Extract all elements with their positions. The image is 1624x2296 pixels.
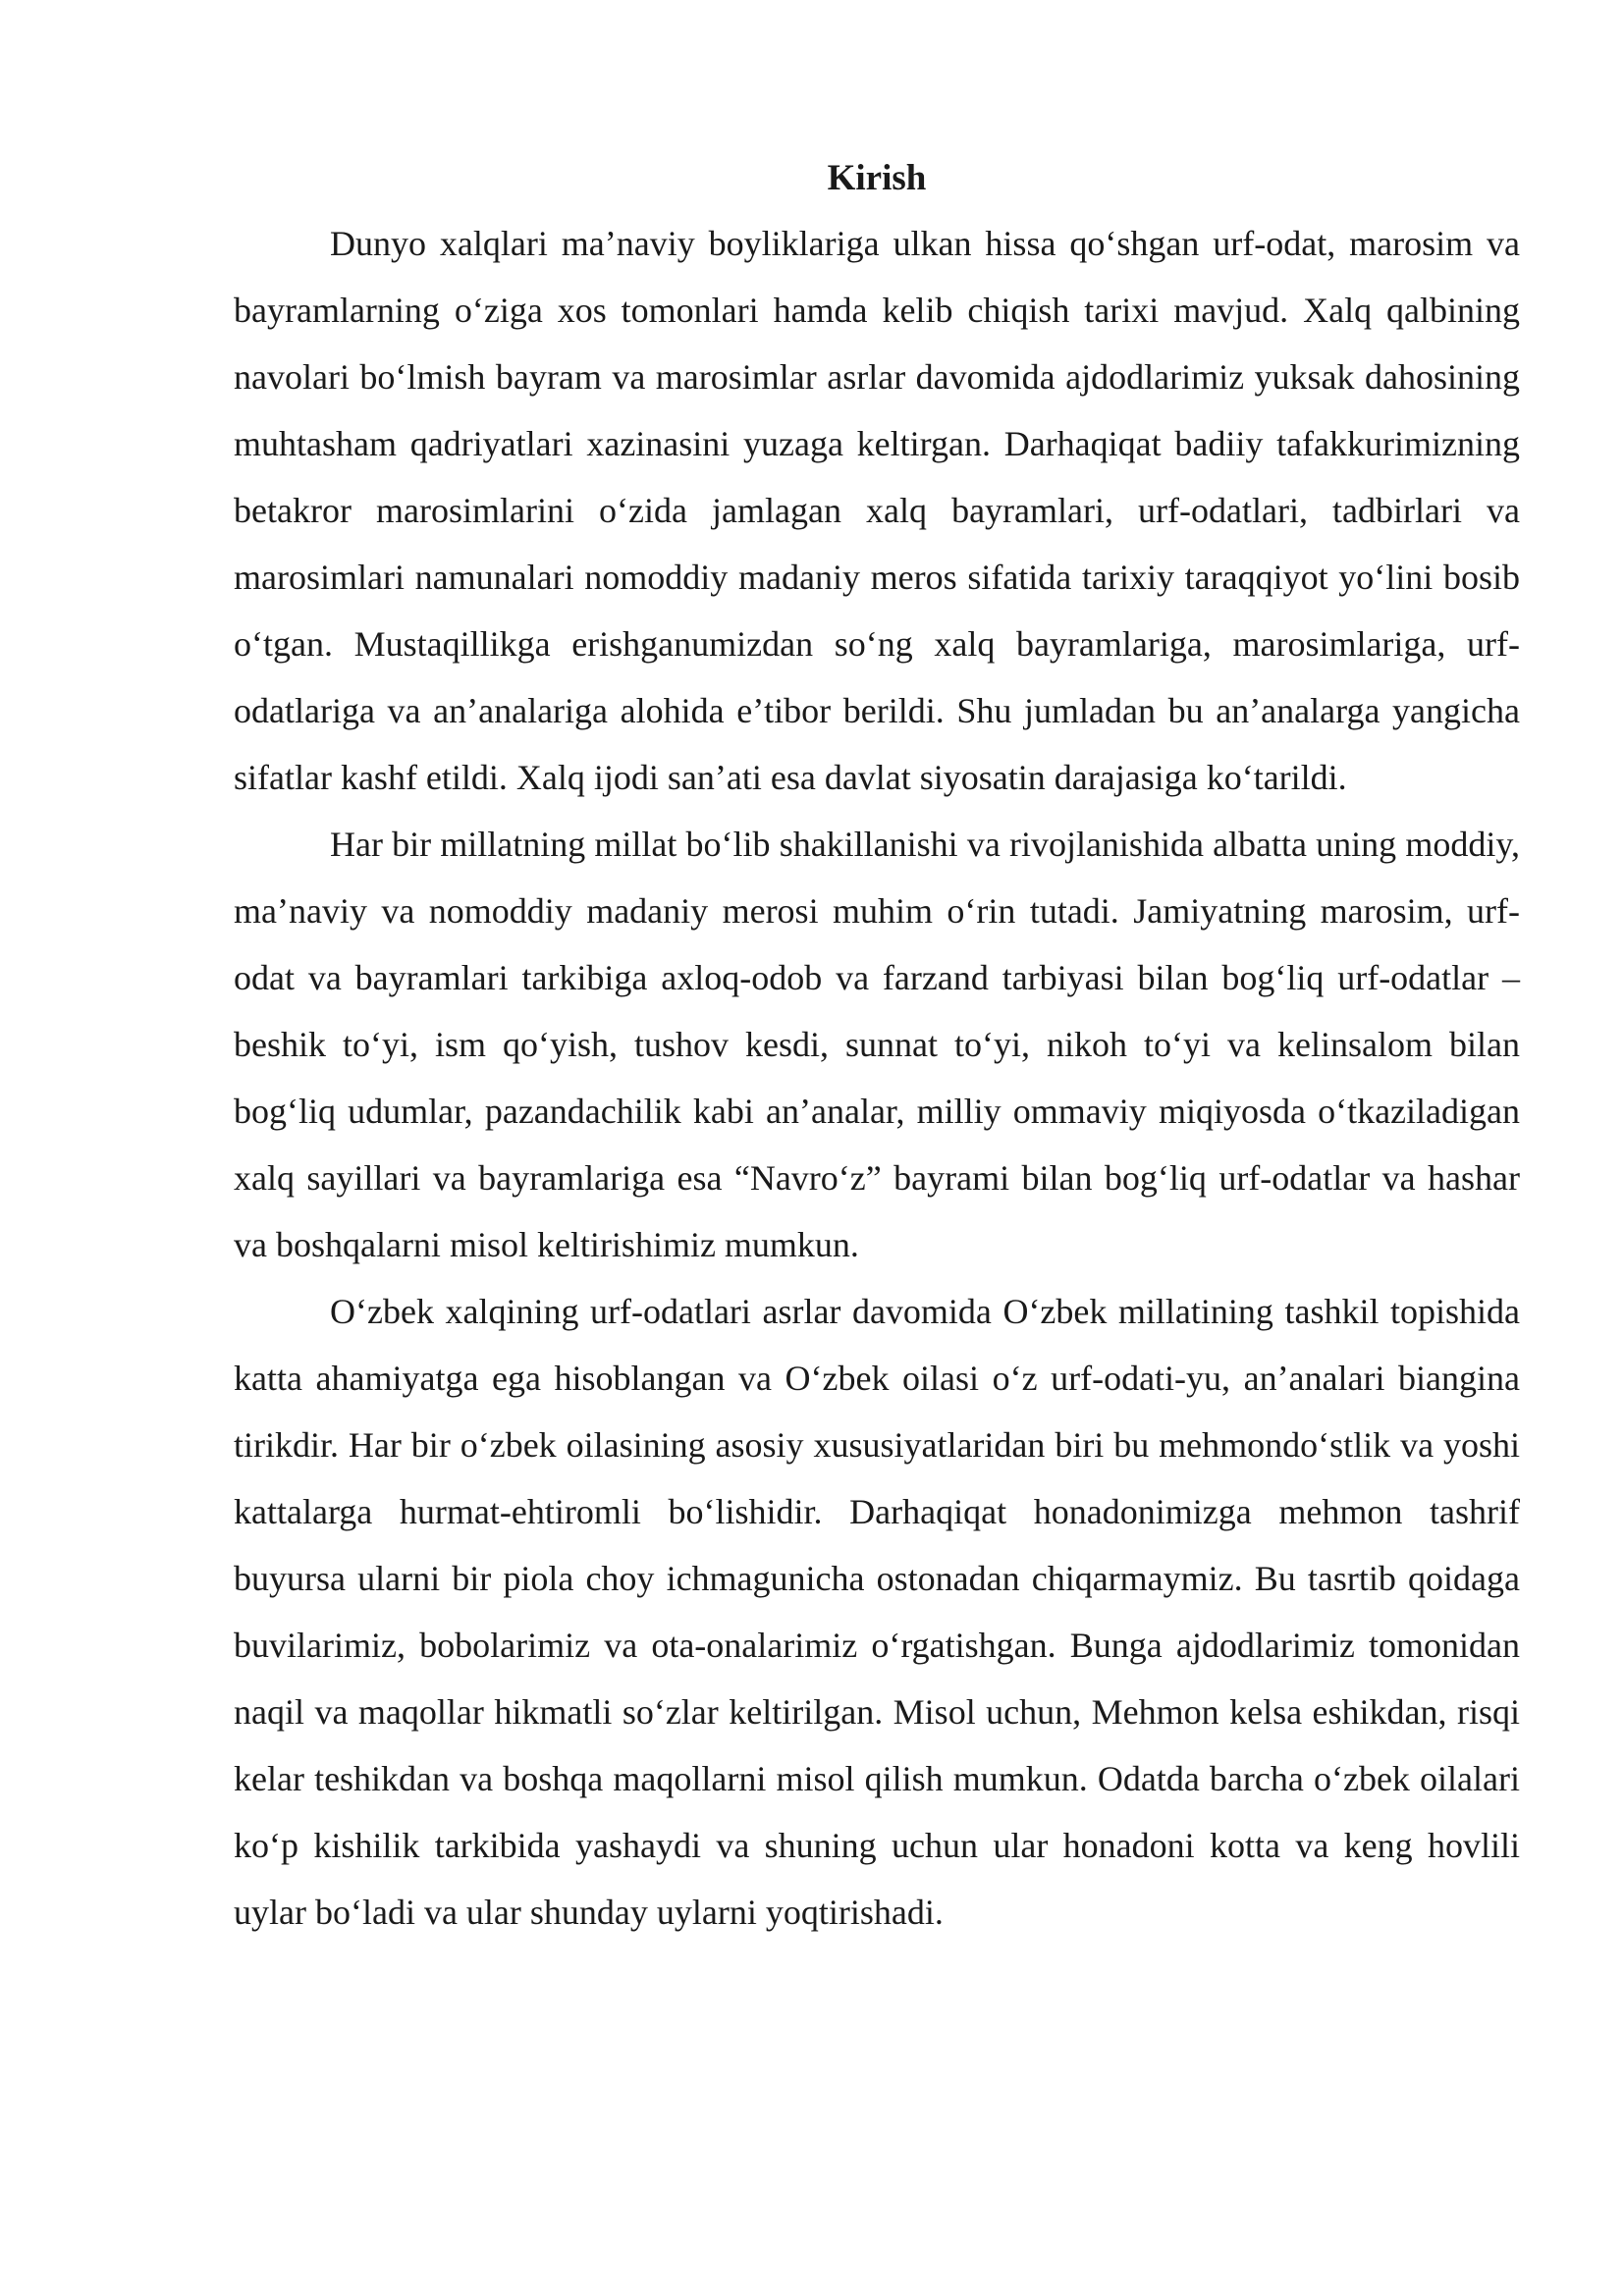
page-title: Kirish (827, 158, 927, 198)
paragraph-uzbek-customs: Oʻzbek xalqining urf-odatlari asrlar davomida Oʻzbek millatining tashkil topishida katta ahamiyatga ega hisoblangan va Oʻzbek oilasi oʻz urf-odati-yu, anʼanalari biangina tirikdir. Har bir oʻzbek oilasining asosiy xususiyatlaridan biri bu mehmondoʻstlik va yoshi kattalarga hurmat-ehtiromli boʻlishidir. Darhaqiqat honadonimizga mehmon tashrif buyursa ularni bir piola choy ichmagunicha ostonadan chiqarmaymiz. Bu tasrtib qoidaga buvilarimiz, bobolarimiz va ota-onalarimiz oʻrgatishgan. Bunga ajdodlarimiz tomonidan naqil va maqollar hikmatli soʻzlar keltirilgan. Misol uchun, Mehmon kelsa eshikdan, risqi kelar teshikdan va boshqa maqollarni misol qilish mumkun. Odatda barcha oʻzbek oilalari koʻp kishilik tarkibida yashaydi va shuning uchun ular honadoni kotta va keng hovlili uylar boʻladi va ular shunday uylarni yoqtirishadi. (234, 1292, 1520, 1932)
paragraph-heritage: Har bir millatning millat boʻlib shakillanishi va rivojlanishida albatta uning moddiy, maʼnaviy va nomoddiy madaniy merosi muhim oʻrin tutadi. Jamiyatning marosim, urf-odat va bayramlari tarkibiga axloq-odob va farzand tarbiyasi bilan bogʻliq urf-odatlar – beshik toʻyi, ism qoʻyish, tushov kesdi, sunnat toʻyi, nikoh toʻyi va kelinsalom bilan bogʻliq udumlar, pazandachilik kabi anʼanalar, milliy ommaviy miqiyosda oʻtkaziladigan xalq sayillari va bayramlariga esa “Navroʻz” bayrami bilan bogʻliq urf-odatlar va hashar va boshqalarni misol keltirishimiz mumkun. (234, 825, 1520, 1264)
page-content (234, 147, 1520, 1946)
paragraph-intro: Dunyo xalqlari maʼnaviy boyliklariga ulkan hissa qoʻshgan urf-odat, marosim va bayramlarning oʻziga xos tomonlari hamda kelib chiqish tarixi mavjud. Xalq qalbining navolari boʻlmish bayram va marosimlar asrlar davomida ajdodlarimiz yuksak dahosining muhtasham qadriyatlari xazinasini yuzaga keltirgan. Darhaqiqat badiiy tafakkurimizning betakror marosimlarini oʻzida jamlagan xalq bayramlari, urf-odatlari, tadbirlari va marosimlari namunalari nomoddiy madaniy meros sifatida tarixiy taraqqiyot yoʻlini bosib oʻtgan. Mustaqillikga erishganumizdan soʻng xalq bayramlariga, marosimlariga, urf-odatlariga va anʼanalariga alohida eʼtibor berildi. Shu jumladan bu anʼanalarga yangicha sifatlar kashf etildi. Xalq ijodi sanʼati esa davlat siyosatin darajasiga koʻtarildi. (234, 224, 1520, 797)
